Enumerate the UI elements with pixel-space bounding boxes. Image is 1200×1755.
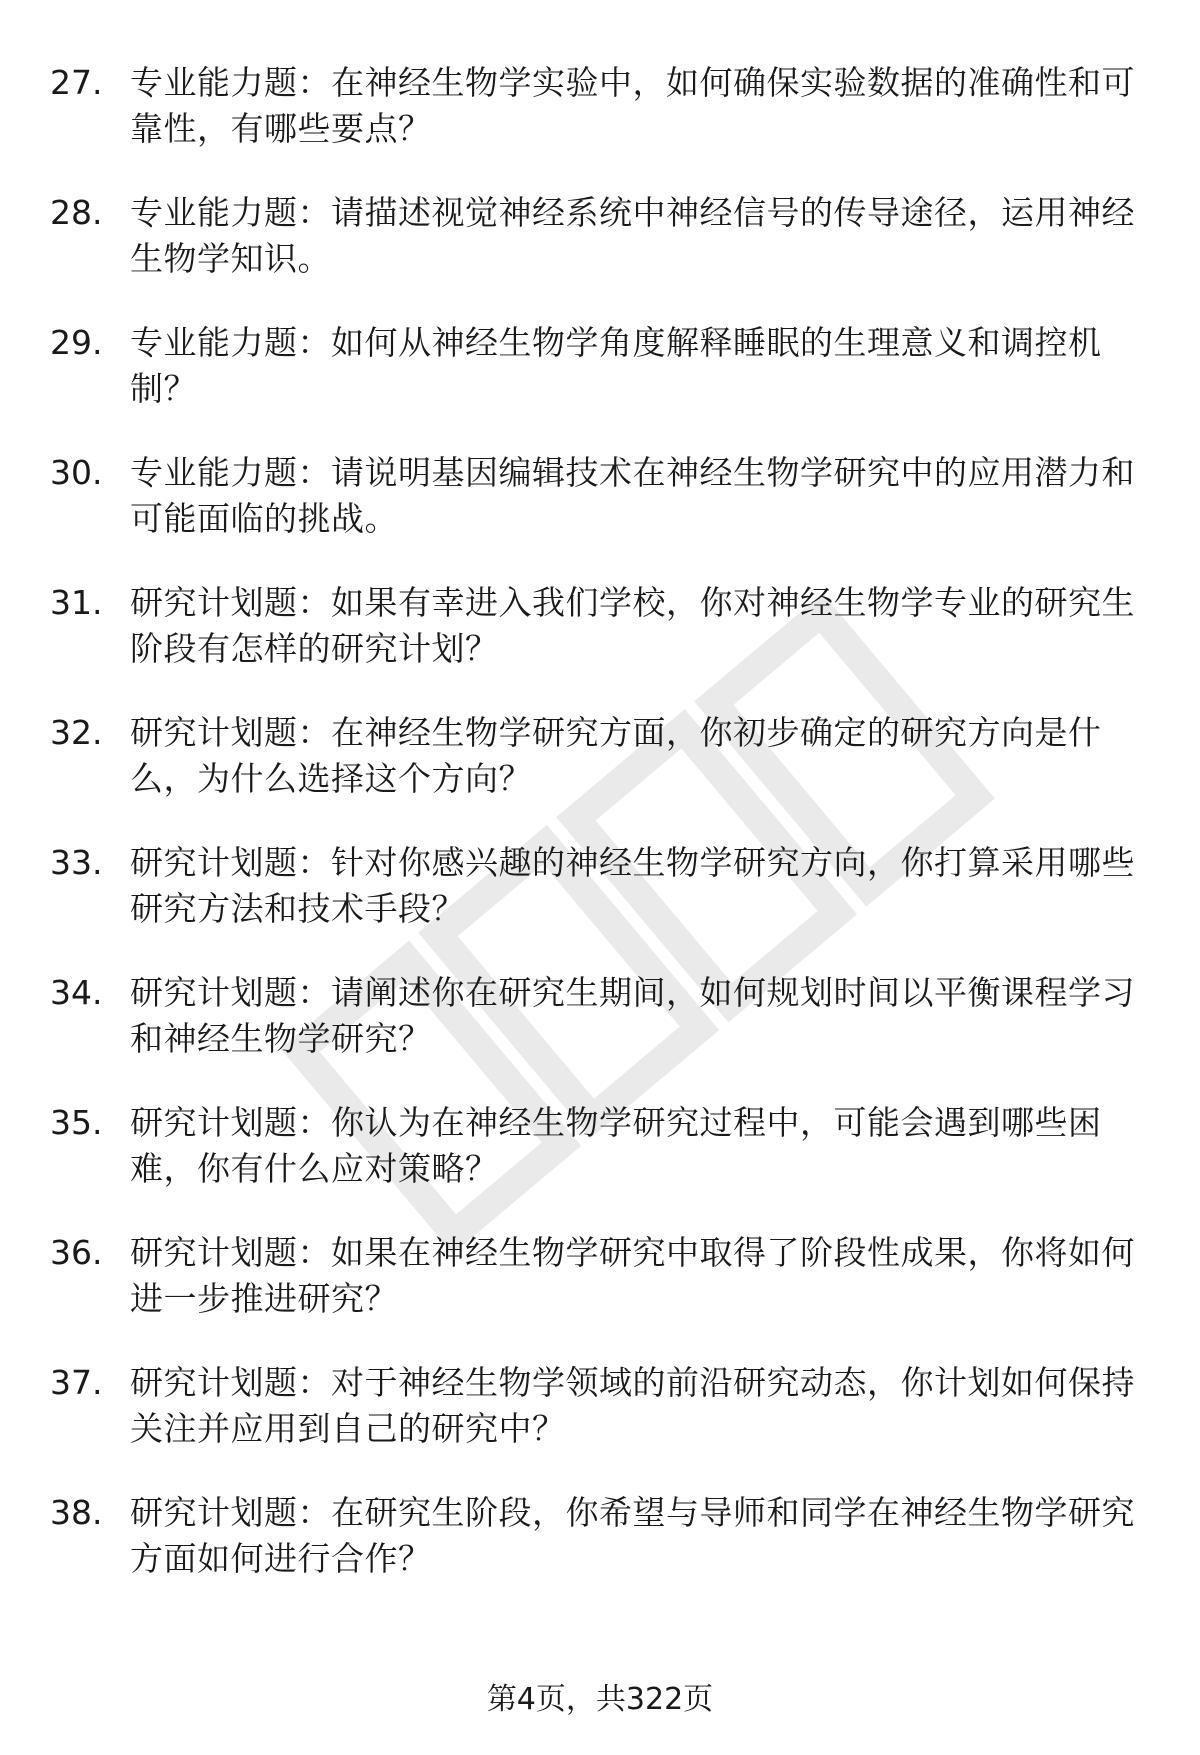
question-text: 研究计划题：对于神经生物学领域的前沿研究动态，你计划如何保持关注并应用到自己的研究中？ [130, 1363, 1135, 1448]
question-number: 36. [50, 1233, 103, 1272]
question-text: 研究计划题：在神经生物学研究方面，你初步确定的研究方向是什么，为什么选择这个方向？ [130, 713, 1102, 798]
question-number: 28. [50, 193, 103, 232]
question-text: 专业能力题：请描述视觉神经系统中神经信号的传导途径，运用神经生物学知识。 [130, 193, 1135, 278]
question-text: 研究计划题：你认为在神经生物学研究过程中，可能会遇到哪些困难，你有什么应对策略？ [130, 1103, 1102, 1188]
question-item [50, 190, 1140, 320]
question-item [50, 710, 1140, 840]
question-text: 研究计划题：在研究生阶段，你希望与导师和同学在神经生物学研究方面如何进行合作？ [130, 1493, 1135, 1578]
page-number-footer: 第4页，共322页 [486, 1682, 714, 1717]
question-number: 38. [50, 1493, 103, 1532]
question-number: 32. [50, 713, 103, 752]
question-item [50, 320, 1140, 450]
question-number: 35. [50, 1103, 103, 1142]
question-item [50, 450, 1140, 580]
question-number: 29. [50, 323, 103, 362]
question-text: 研究计划题：如果在神经生物学研究中取得了阶段性成果，你将如何进一步推进研究？ [130, 1233, 1135, 1318]
question-item [50, 1360, 1140, 1490]
question-number: 30. [50, 453, 103, 492]
question-number: 37. [50, 1363, 103, 1402]
question-number: 31. [50, 583, 103, 622]
question-item [50, 1230, 1140, 1360]
question-number: 34. [50, 973, 103, 1012]
question-text: 专业能力题：在神经生物学实验中，如何确保实验数据的准确性和可靠性，有哪些要点？ [130, 63, 1135, 148]
question-text: 专业能力题：如何从神经生物学角度解释睡眠的生理意义和调控机制？ [130, 323, 1102, 408]
question-text: 研究计划题：针对你感兴趣的神经生物学研究方向，你打算采用哪些研究方法和技术手段？ [130, 843, 1135, 928]
question-text: 研究计划题：如果有幸进入我们学校，你对神经生物学专业的研究生阶段有怎样的研究计划？ [130, 583, 1135, 668]
question-item [50, 580, 1140, 710]
question-item [50, 840, 1140, 970]
question-item [50, 1100, 1140, 1230]
question-text: 专业能力题：请说明基因编辑技术在神经生物学研究中的应用潜力和可能面临的挑战。 [130, 453, 1135, 538]
question-list [50, 60, 1140, 1620]
question-text: 研究计划题：请阐述你在研究生期间，如何规划时间以平衡课程学习和神经生物学研究？ [130, 973, 1135, 1058]
question-item [50, 1490, 1140, 1620]
question-number: 27. [50, 63, 103, 102]
question-item [50, 970, 1140, 1100]
question-number: 33. [50, 843, 103, 882]
question-item [50, 60, 1140, 190]
